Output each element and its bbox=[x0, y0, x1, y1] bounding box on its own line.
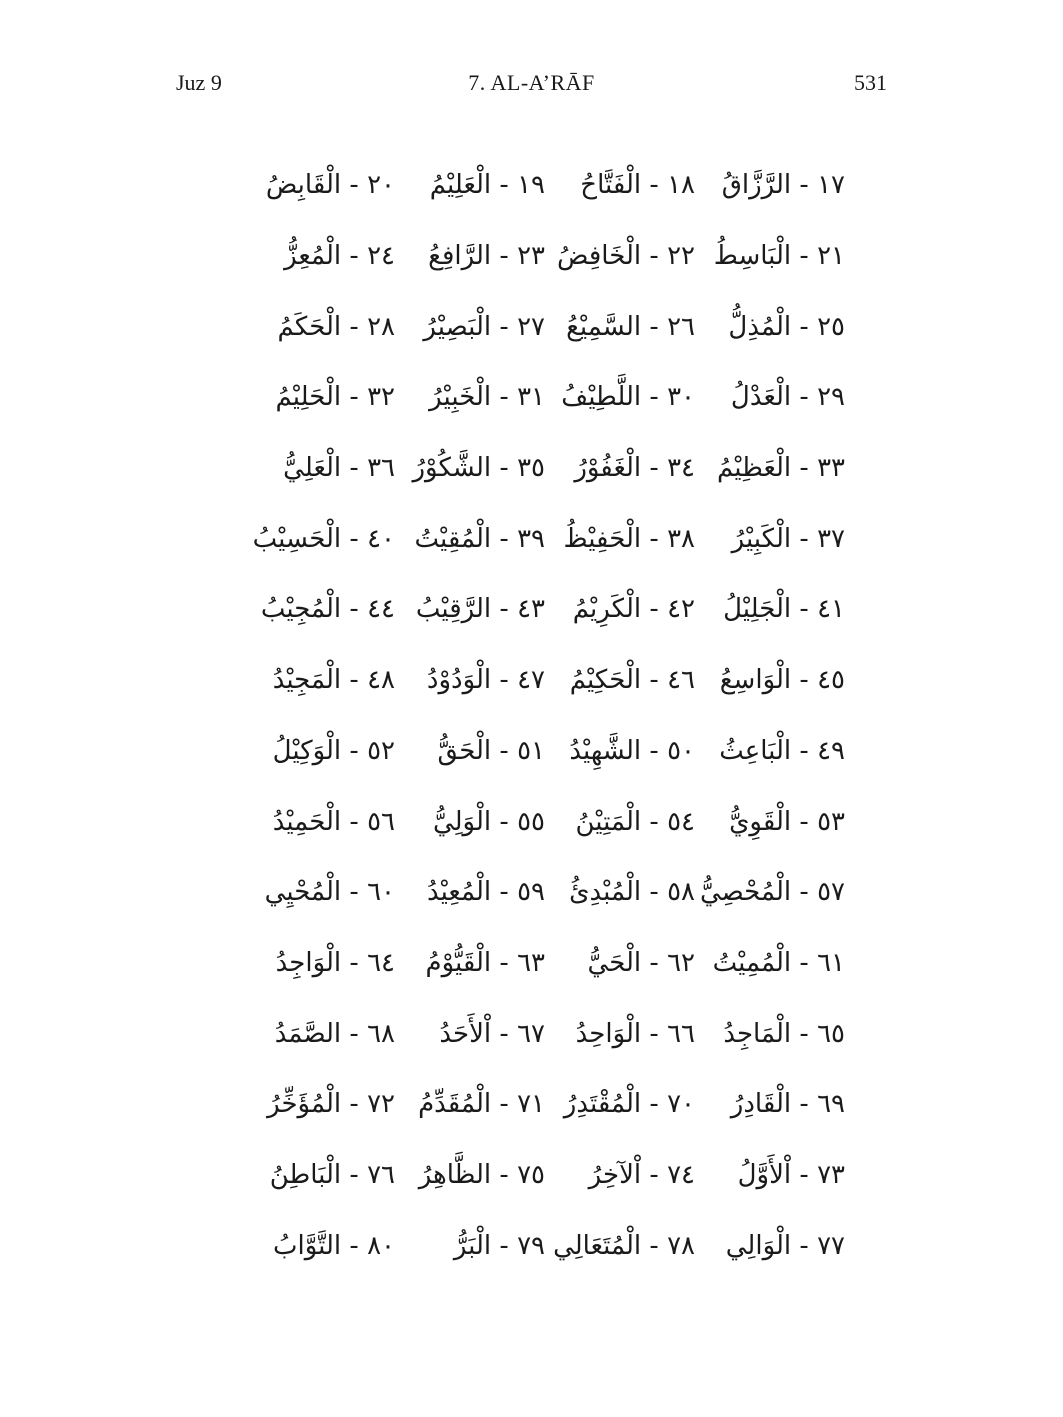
divine-name-entry: ٧٩ - الْبَرُّ bbox=[453, 1230, 545, 1261]
divine-name-entry: ٢٦ - السَّمِيْعُ bbox=[566, 311, 695, 342]
divine-name-entry: ٧٨ - الْمُتَعَالِي bbox=[553, 1230, 695, 1261]
divine-name-entry: ٦٨ - الصَّمَدُ bbox=[274, 1018, 395, 1049]
divine-name-entry: ٣٢ - الْحَلِيْمُ bbox=[275, 382, 395, 413]
divine-name-entry: ٤٣ - الرَّقِيْبُ bbox=[415, 594, 545, 625]
divine-name-entry: ٣٧ - الْكَبِيْرُ bbox=[731, 523, 845, 554]
divine-name-entry: ٢١ - الْبَاسِطُ bbox=[713, 241, 845, 272]
divine-name-entry: ٥١ - الْحَقُّ bbox=[437, 735, 545, 766]
names-row bbox=[245, 998, 845, 1069]
divine-name-entry: ٢٢ - الْخَافِضُ bbox=[557, 241, 695, 272]
names-row bbox=[245, 150, 845, 221]
names-grid bbox=[245, 150, 845, 1281]
names-row bbox=[245, 786, 845, 857]
divine-name-entry: ٦٦ - الْوَاحِدُ bbox=[575, 1018, 695, 1049]
divine-name-entry: ٧٢ - الْمُؤَخِّرُ bbox=[267, 1089, 395, 1120]
divine-name-entry: ٢٣ - الرَّافِعُ bbox=[428, 241, 545, 272]
divine-name-entry: ٢٥ - الْمُذِلُّ bbox=[728, 311, 845, 342]
divine-name-entry: ٣٨ - الْحَفِيْظُ bbox=[563, 523, 695, 554]
divine-name-entry: ٥٨ - الْمُبْدِئُ bbox=[569, 877, 695, 908]
names-row bbox=[245, 221, 845, 292]
names-row bbox=[245, 716, 845, 787]
divine-name-entry: ٤٩ - الْبَاعِثُ bbox=[719, 735, 845, 766]
surah-title: 7. AL-A’RĀF bbox=[468, 70, 595, 95]
divine-name-entry: ٦٣ - الْقَيُّوْمُ bbox=[425, 947, 545, 978]
divine-name-entry: ٥٧ - الْمُحْصِيُّ bbox=[699, 877, 845, 908]
divine-name-entry: ١٩ - الْعَلِيْمُ bbox=[429, 170, 545, 201]
divine-name-entry: ٢٩ - الْعَدْلُ bbox=[730, 382, 845, 413]
divine-name-entry: ٢٤ - الْمُعِزُّ bbox=[284, 241, 395, 272]
divine-name-entry: ٦٢ - الْحَيُّ bbox=[587, 947, 695, 978]
divine-name-entry: ٤٧ - الْوَدُوْدُ bbox=[426, 665, 545, 696]
divine-name-entry: ٢٨ - الْحَكَمُ bbox=[277, 311, 395, 342]
divine-name-entry: ٢٠ - الْقَابِضُ bbox=[265, 170, 395, 201]
names-row bbox=[245, 433, 845, 504]
divine-name-entry: ٤٦ - الْحَكِيْمُ bbox=[569, 665, 695, 696]
divine-name-entry: ٥٥ - الْوَلِيُّ bbox=[432, 806, 545, 837]
divine-name-entry: ٣٤ - الْغَفُوْرُ bbox=[574, 453, 695, 484]
divine-name-entry: ٥٩ - الْمُعِيْدُ bbox=[426, 877, 545, 908]
divine-name-entry: ٧٧ - الْوَالِي bbox=[725, 1230, 845, 1261]
divine-name-entry: ٤٢ - الْكَرِيْمُ bbox=[572, 594, 695, 625]
divine-name-entry: ٣٩ - الْمُقِيْتُ bbox=[414, 523, 545, 554]
divine-name-entry: ٥٤ - الْمَتِيْنُ bbox=[575, 806, 695, 837]
divine-name-entry: ٦١ - الْمُمِيْتُ bbox=[712, 947, 845, 978]
divine-name-entry: ٧٦ - الْبَاطِنُ bbox=[269, 1159, 395, 1190]
divine-name-entry: ٢٧ - الْبَصِيْرُ bbox=[423, 311, 545, 342]
names-row bbox=[245, 574, 845, 645]
names-row bbox=[245, 291, 845, 362]
names-row bbox=[245, 362, 845, 433]
divine-name-entry: ٧٣ - اْلأَوَّلُ bbox=[737, 1159, 845, 1190]
divine-name-entry: ٦٠ - الْمُحْيِي bbox=[264, 877, 395, 908]
juz-label: Juz 9 bbox=[176, 70, 222, 95]
divine-name-entry: ٥٠ - الشَّهِيْدُ bbox=[569, 735, 695, 766]
names-row bbox=[245, 1140, 845, 1211]
divine-name-entry: ٦٤ - الْوَاجِدُ bbox=[275, 947, 395, 978]
divine-name-entry: ٧٤ - اْلآخِرُ bbox=[588, 1159, 695, 1190]
names-row bbox=[245, 857, 845, 928]
divine-name-entry: ٧١ - الْمُقَدِّمُ bbox=[418, 1089, 545, 1120]
page-number: 531 bbox=[854, 70, 887, 95]
divine-name-entry: ٣٦ - الْعَلِيُّ bbox=[283, 453, 395, 484]
names-row bbox=[245, 1069, 845, 1140]
divine-name-entry: ٧٥ - الظَّاهِرُ bbox=[418, 1159, 545, 1190]
names-row bbox=[245, 503, 845, 574]
divine-name-entry: ٤٤ - الْمُجِيْبُ bbox=[260, 594, 395, 625]
divine-name-entry: ٦٥ - الْمَاجِدُ bbox=[723, 1018, 845, 1049]
divine-name-entry: ٤٨ - الْمَجِيْدُ bbox=[272, 665, 395, 696]
names-row bbox=[245, 1210, 845, 1281]
divine-name-entry: ٥٣ - الْقَوِيُّ bbox=[729, 806, 845, 837]
divine-name-entry: ٤١ - الْجَلِيْلُ bbox=[723, 594, 845, 625]
divine-name-entry: ٤٥ - الْوَاسِعُ bbox=[719, 665, 845, 696]
divine-name-entry: ٣٥ - الشَّكُوْرُ bbox=[412, 453, 545, 484]
divine-name-entry: ٧٠ - الْمُقْتَدِرُ bbox=[563, 1089, 695, 1120]
divine-name-entry: ٨٠ - التَّوَّابُ bbox=[273, 1230, 395, 1261]
names-row bbox=[245, 645, 845, 716]
divine-name-entry: ٣٣ - الْعَظِيْمُ bbox=[716, 453, 845, 484]
names-row bbox=[245, 928, 845, 999]
page-header bbox=[0, 70, 1063, 110]
divine-name-entry: ٣٠ - اللَّطِيْفُ bbox=[561, 382, 695, 413]
divine-name-entry: ٥٢ - الْوَكِيْلُ bbox=[272, 735, 395, 766]
divine-name-entry: ٥٦ - الْحَمِيْدُ bbox=[272, 806, 395, 837]
divine-name-entry: ٣١ - الْخَبِيْرُ bbox=[429, 382, 545, 413]
divine-name-entry: ١٨ - الْفَتَّاحُ bbox=[580, 170, 695, 201]
divine-name-entry: ٦٧ - اْلأَحَدُ bbox=[439, 1018, 545, 1049]
divine-name-entry: ٦٩ - الْقَادِرُ bbox=[730, 1089, 845, 1120]
divine-name-entry: ١٧ - الرَّزَّاقُ bbox=[721, 170, 845, 201]
divine-name-entry: ٤٠ - الْحَسِيْبُ bbox=[252, 523, 395, 554]
